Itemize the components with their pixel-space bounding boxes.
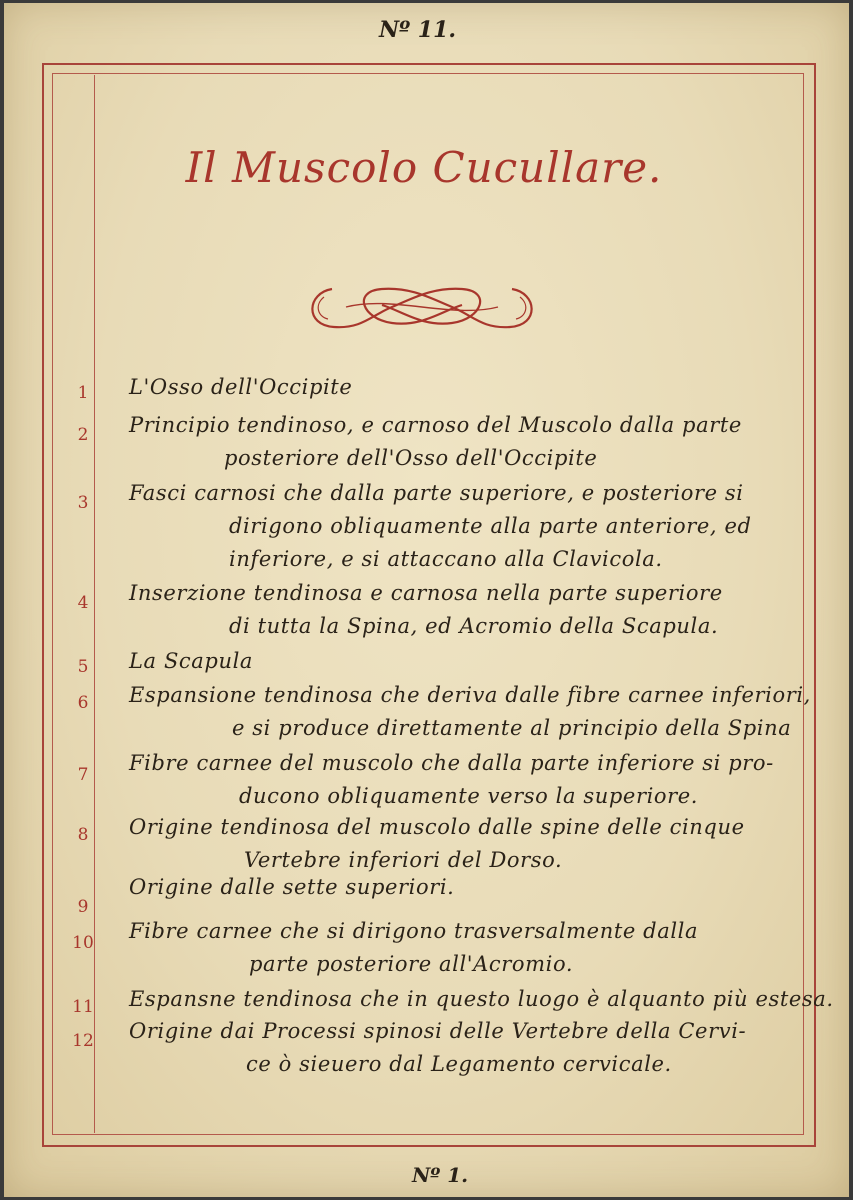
legend-number: 7 — [77, 765, 89, 785]
legend-text-line: Espansne tendinosa che in questo luogo è alquanto più estesa. — [129, 987, 834, 1011]
legend-text-line: Origine dai Processi spinosi delle Vertebre della Cervi- — [129, 1019, 747, 1043]
legend-text-line: La Scapula — [129, 649, 254, 673]
legend-text-line: ce ò sieuero dal Legamento cervicale. — [246, 1052, 672, 1076]
legend-text-line: posteriore dell'Osso dell'Occipite — [224, 446, 598, 470]
legend-number: 4 — [77, 593, 89, 613]
manuscript-page — [4, 3, 849, 1197]
folio-number-bottom: Nº 1. — [412, 1163, 469, 1187]
legend-text-line: e si produce direttamente al principio della Spina — [232, 716, 792, 740]
legend-number: 6 — [77, 693, 89, 713]
legend-text-line: di tutta la Spina, ed Acromio della Scapula. — [229, 614, 719, 638]
legend-text-line: Espansione tendinosa che deriva dalle fibre carnee inferiori, — [129, 683, 811, 707]
legend-text-line: dirigono obliquamente alla parte anteriore, ed — [229, 514, 752, 538]
flourish-ornament — [302, 275, 542, 339]
legend-text-line: inferiore, e si attaccano alla Clavicola. — [229, 547, 663, 571]
legend-text-line: Inserzione tendinosa e carnosa nella parte superiore — [129, 581, 723, 605]
legend-number: 9 — [77, 897, 89, 917]
legend-number: 11 — [72, 997, 94, 1017]
legend-number: 1 — [77, 383, 89, 403]
legend-text-line: parte posteriore all'Acromio. — [249, 952, 574, 976]
legend-text-line: Origine tendinosa del muscolo dalle spine delle cinque — [129, 815, 745, 839]
legend-number: 12 — [72, 1031, 94, 1051]
legend-text-line: Fibre carnee che si dirigono trasversalmente dalla — [129, 919, 699, 943]
legend-text-line: Principio tendinoso, e carnoso del Muscolo dalla parte — [129, 413, 742, 437]
legend-number: 2 — [77, 425, 89, 445]
folio-number-top: Nº 11. — [379, 17, 457, 43]
page-title: Il Muscolo Cucullare. — [185, 143, 663, 192]
legend-text-line: L'Osso dell'Occipite — [129, 375, 353, 399]
legend-number: 8 — [77, 825, 89, 845]
legend-text-line: Origine dalle sette superiori. — [129, 875, 455, 899]
legend-number: 10 — [72, 933, 94, 953]
legend-text-line: Vertebre inferiori del Dorso. — [244, 848, 563, 872]
legend-number: 3 — [77, 493, 89, 513]
legend-number: 5 — [77, 657, 89, 677]
legend-text-line: Fasci carnosi che dalla parte superiore, e posteriore si — [129, 481, 744, 505]
legend-text-line: ducono obliquamente verso la superiore. — [239, 784, 699, 808]
legend-text-line: Fibre carnee del muscolo che dalla parte inferiore si pro- — [129, 751, 774, 775]
